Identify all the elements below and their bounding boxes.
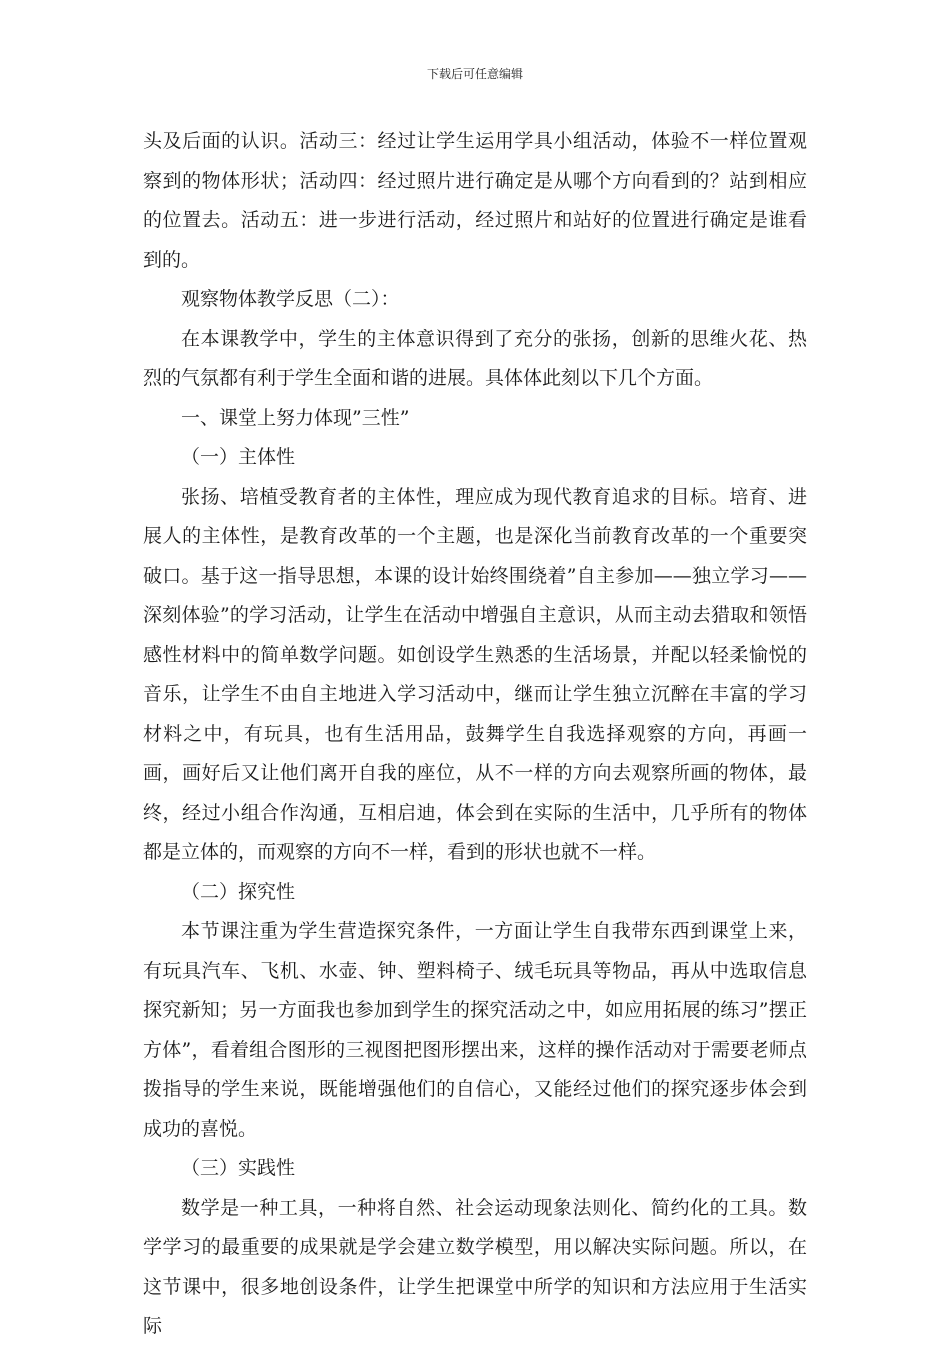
subheading-subjectivity: （一）主体性 xyxy=(181,446,296,468)
paragraph-intro: 在本课教学中，学生的主体意识得到了充分的张扬，创新的思维火花、热烈的气氛都有利于学生全面和谐的进展。具体体此刻以下几个方面。 xyxy=(143,327,807,389)
heading-three-characteristics: 一、课堂上努力体现”三性” xyxy=(181,406,410,429)
page-header-note: 下载后可任意编辑 xyxy=(426,67,523,81)
paragraph-activities-continued: 头及后面的认识。活动三：经过让学生运用学具小组活动，体验不一样位置观察到的物体形状；活动四：经过照片进行确定是从哪个方向看到的？站到相应的位置去。活动五：进一步进行活动，经过照片和站好的位置进行确定是谁看到的。 xyxy=(143,130,807,271)
section-title-reflection-two: 观察物体教学反思（二）： xyxy=(181,288,400,310)
paragraph-inquiry: 本节课注重为学生营造探究条件，一方面让学生自我带东西到课堂上来，有玩具汽车、飞机、水壶、钟、塑料椅子、绒毛玩具等物品，再从中选取信息探究新知；另一方面我也参加到学生的探究活动之中，如应用拓展的练习”摆正方体”，看着组合图形的三视图把图形摆出来，这样的操作活动对于需要老师点拨指导的学生来说，既能增强他们的自信心，又能经过他们的探究逐步体会到成功的喜悦。 xyxy=(143,920,807,1140)
paragraph-subjectivity: 张扬、培植受教育者的主体性，理应成为现代教育追求的目标。培育、进展人的主体性，是教育改革的一个主题，也是深化当前教育改革的一个重要突破口。基于这一指导思想，本课的设计始终围绕着”自主参加——独立学习——深刻体验”的学习活动，让学生在活动中增强自主意识，从而主动去猎取和领悟感性材料中的简单数学问题。如创设学生熟悉的生活场景，并配以轻柔愉悦的音乐，让学生不由自主地进入学习活动中，继而让学生独立沉醉在丰富的学习材料之中，有玩具，也有生活用品，鼓舞学生自我选择观察的方向，再画一画，画好后又让他们离开自我的座位，从不一样的方向去观察所画的物体，最终，经过小组合作沟通，互相启迪，体会到在实际的生活中，几乎所有的物体都是立体的，而观察的方向不一样，看到的形状也就不一样。 xyxy=(143,485,807,863)
paragraph-practice: 数学是一种工具，一种将自然、社会运动现象法则化、简约化的工具。数学学习的最重要的成果就是学会建立数学模型，用以解决实际问题。所以，在这节课中，很多地创设条件，让学生把课堂中所学的知识和方法应用于生活实际 xyxy=(143,1196,807,1337)
subheading-practice: （三）实践性 xyxy=(181,1157,296,1179)
subheading-inquiry: （二）探究性 xyxy=(181,880,296,903)
document-body xyxy=(143,122,807,1347)
